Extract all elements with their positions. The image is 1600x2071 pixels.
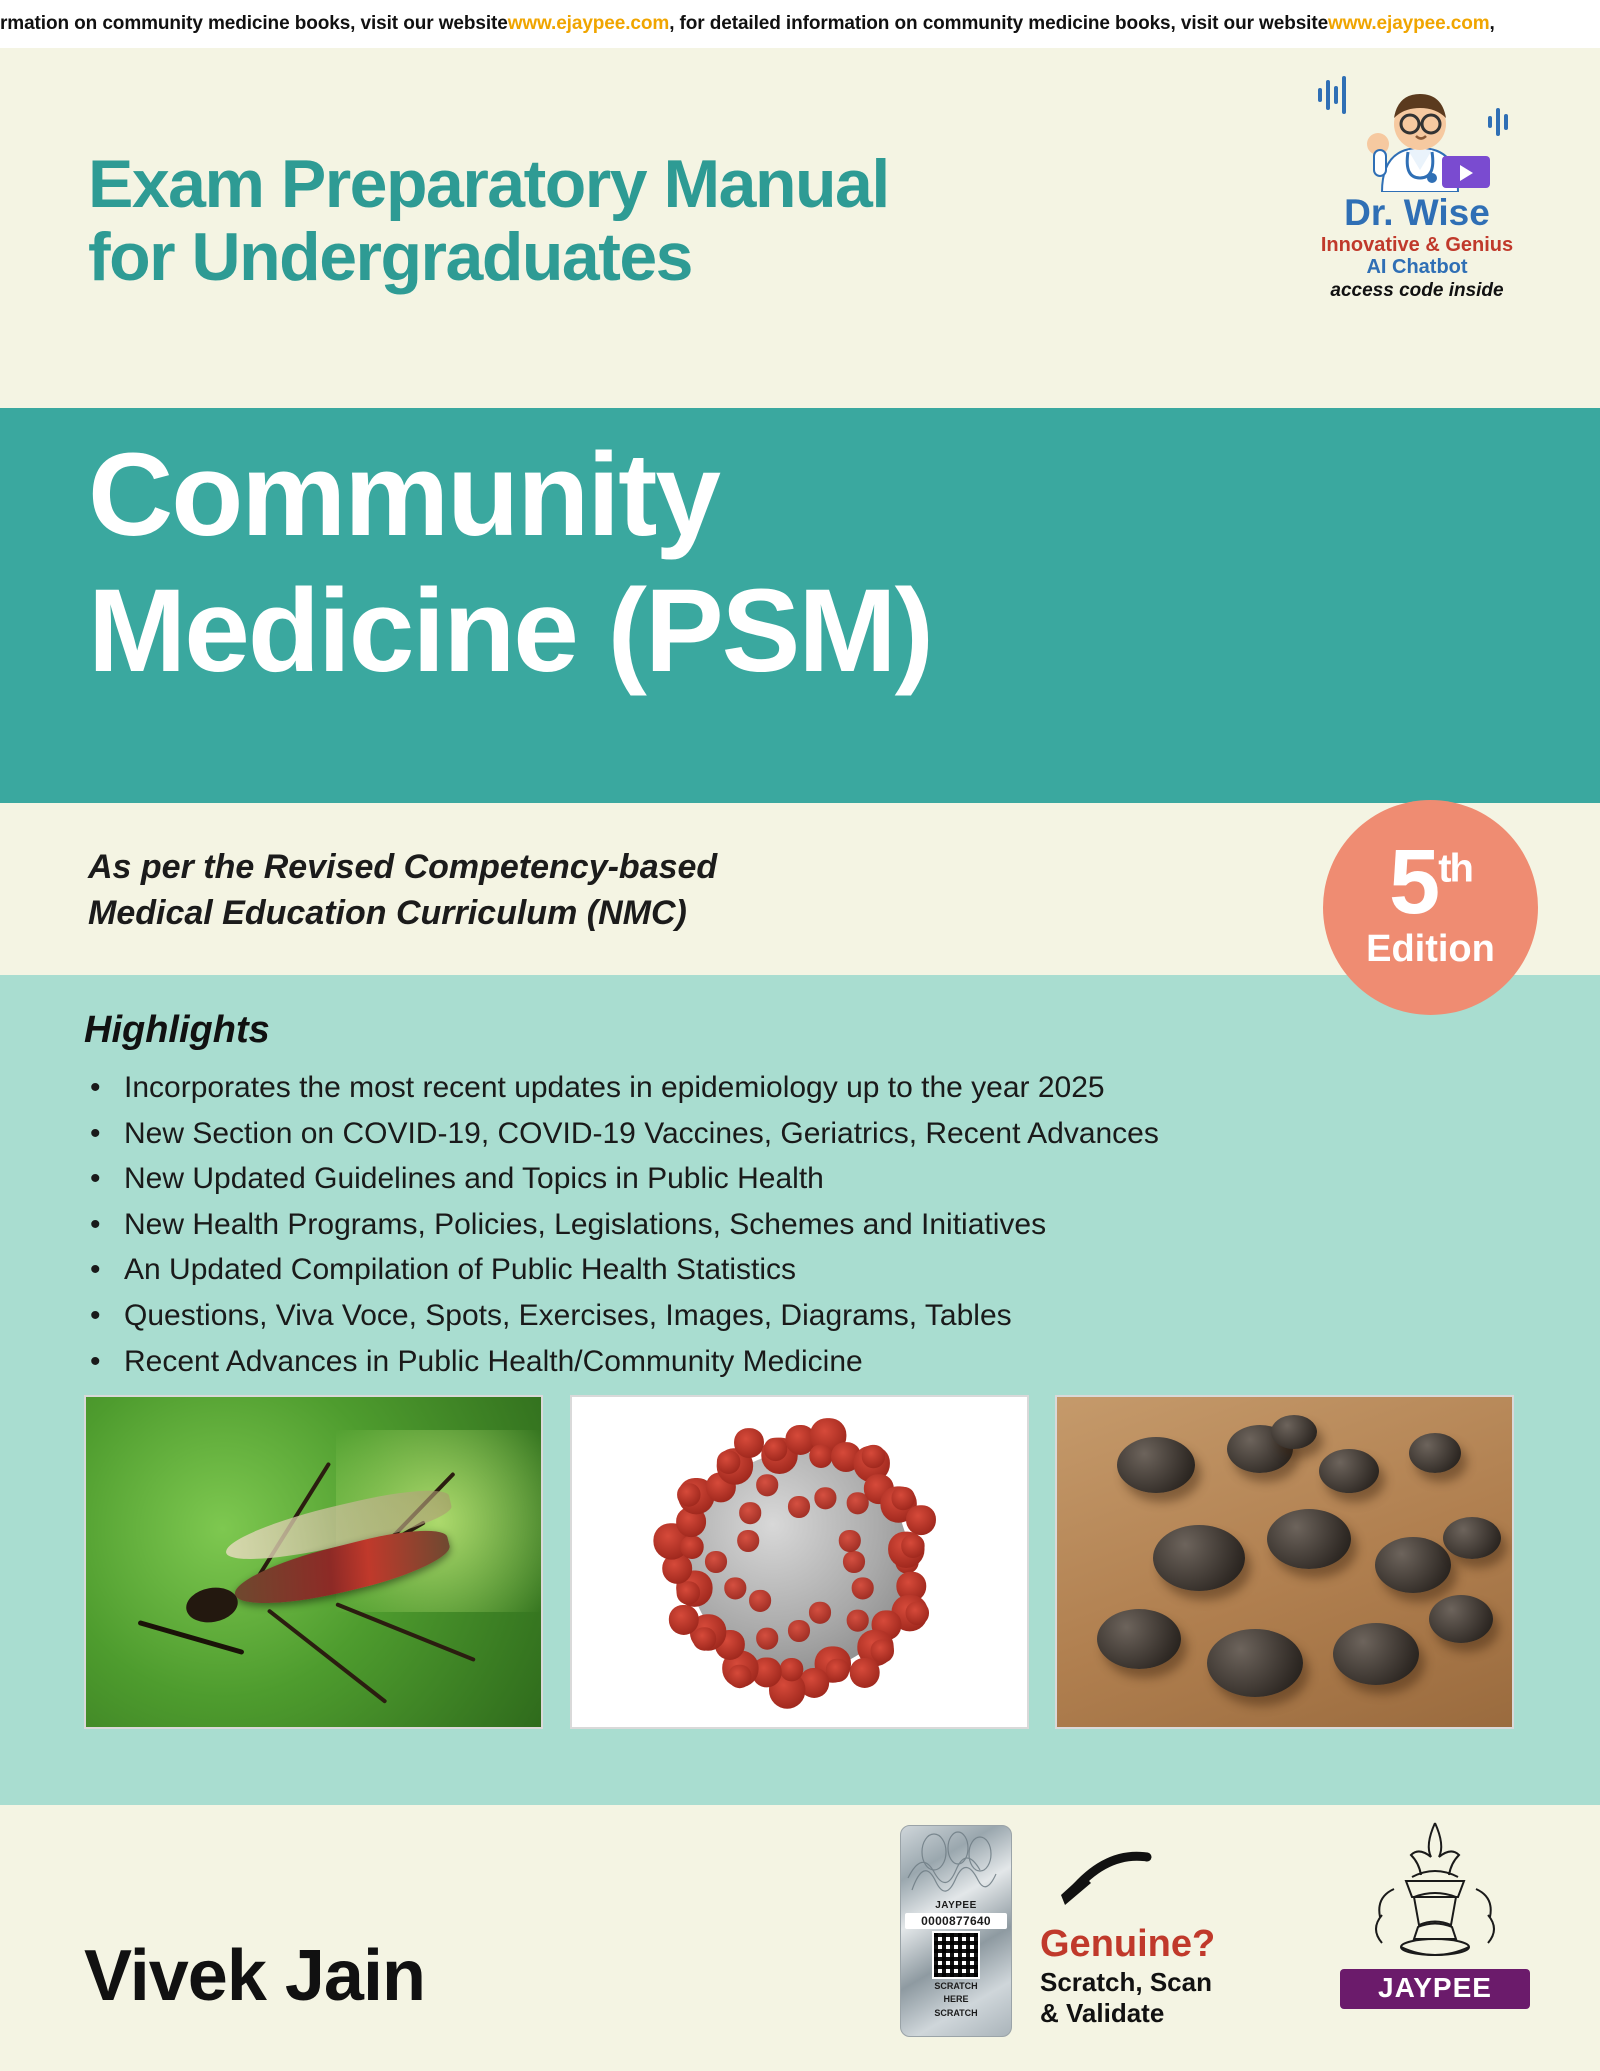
mosquito-head [184, 1584, 241, 1627]
castor-seed [1429, 1595, 1493, 1643]
virus-spike [839, 1530, 861, 1552]
list-item-label: Incorporates the most recent updates in epidemiology up to the year 2025 [124, 1071, 1105, 1104]
mosquito-proboscis [137, 1620, 244, 1655]
subtitle-line2: Medical Education Curriculum (NMC) [88, 893, 687, 932]
highlights-list [84, 1065, 1384, 1384]
virus-spike [764, 1438, 787, 1461]
edition-ordinal: th [1438, 846, 1472, 891]
list-item-label: Questions, Viva Voce, Spots, Exercises, Images, Diagrams, Tables [124, 1298, 1012, 1332]
edition-badge [1323, 800, 1538, 1015]
virus-spike [788, 1620, 810, 1642]
doctor-avatar-icon [1312, 70, 1522, 192]
dr-wise-illustration [1292, 70, 1542, 192]
virus-spike [788, 1496, 810, 1518]
main-title-line1: Community [88, 429, 719, 561]
virus-spike [734, 1428, 764, 1458]
castor-seeds-photo [1055, 1395, 1514, 1729]
authenticity-instruction-line2: & Validate [1040, 1998, 1165, 2029]
jaypee-emblem-icon [1340, 1819, 1530, 1969]
virus-spike [724, 1577, 746, 1599]
virus-spike [809, 1445, 832, 1468]
virus-spike [852, 1577, 874, 1599]
promo-url-1[interactable]: www.ejaypee.com [507, 13, 670, 34]
virus-spike [677, 1581, 700, 1604]
curved-arrow-icon [1035, 1849, 1155, 1909]
castor-seed [1271, 1415, 1317, 1449]
castor-seed [1097, 1609, 1181, 1669]
hologram-scratch-line1: SCRATCH [934, 1981, 978, 1991]
bullet-icon: • [90, 1116, 101, 1150]
castor-seed [1267, 1509, 1351, 1569]
bullet-icon: • [90, 1207, 101, 1241]
promo-bar [0, 0, 1600, 48]
virus-spike [826, 1659, 849, 1682]
hologram-sticker [900, 1825, 1012, 2037]
castor-seed [1409, 1433, 1461, 1473]
mosquito-leg [267, 1609, 388, 1705]
bullet-icon: • [90, 1298, 101, 1332]
virus-spike [693, 1627, 716, 1650]
list-item-label: New Updated Guidelines and Topics in Public Health [124, 1162, 824, 1196]
authenticity-instruction-line1: Scratch, Scan [1040, 1967, 1212, 1997]
virus-spike [850, 1658, 880, 1688]
virus-spike [737, 1530, 759, 1552]
virus-spike [749, 1590, 771, 1612]
cover-photo-row [84, 1395, 1514, 1725]
virus-spike [739, 1502, 761, 1524]
castor-seed [1375, 1537, 1451, 1593]
hologram-scratch-line2: HERE [943, 1994, 969, 2005]
promo-text-3: , [1489, 13, 1495, 34]
series-title-line1: Exam Preparatory Manual [88, 146, 889, 222]
virus-spike [677, 1483, 700, 1506]
castor-seed [1319, 1449, 1379, 1493]
virus-spike [705, 1551, 727, 1573]
bottom-band [0, 1805, 1600, 2071]
list-item [84, 1247, 1384, 1293]
edition-number [1323, 800, 1538, 933]
main-title-line2: Medicine (PSM) [88, 564, 932, 697]
publisher-logo [1340, 1819, 1530, 2009]
bullet-icon: • [90, 1344, 101, 1378]
genuine-label: Genuine? [1040, 1923, 1216, 1965]
anopheles-mosquito-photo [84, 1395, 543, 1729]
virus-spike [728, 1665, 751, 1688]
dr-wise-chatbot-label: AI Chatbot [1366, 256, 1468, 279]
subtitle-line1: As per the Revised Competency-based [88, 848, 718, 886]
list-item-label: An Updated Compilation of Public Health Statistics [124, 1253, 797, 1287]
virus-spike [680, 1536, 703, 1559]
dr-wise-tagline: Innovative & Genius [1320, 234, 1514, 256]
subtitle [88, 845, 717, 937]
virus-spike [814, 1487, 836, 1509]
virus-spike [717, 1451, 740, 1474]
hologram-serial: 0000877640 [905, 1913, 1007, 1929]
virus-spike [901, 1535, 924, 1558]
virus-spike [862, 1445, 885, 1468]
virus-spike [756, 1474, 778, 1496]
virus-spike [847, 1492, 869, 1514]
virus-spike [843, 1551, 865, 1573]
main-title-band [0, 408, 1600, 803]
promo-url-2[interactable]: www.ejaypee.com [1328, 13, 1490, 34]
dr-wise-name: Dr. Wise [1344, 192, 1490, 233]
qr-code-icon[interactable] [932, 1931, 980, 1979]
highlights-band [0, 975, 1600, 1805]
virus-spike [809, 1602, 831, 1624]
virus-spike [906, 1505, 936, 1535]
list-item-label: New Section on COVID-19, COVID-19 Vaccines, Geriatrics, Recent Advances [124, 1116, 1159, 1150]
dr-wise-badge [1292, 70, 1542, 302]
highlights-heading: Highlights [84, 1009, 270, 1051]
list-item [84, 1202, 1384, 1248]
castor-seed [1443, 1517, 1501, 1559]
edition-label: Edition [1366, 928, 1495, 970]
hologram-scratch-line3: SCRATCH [934, 2007, 978, 2018]
virus-spike [906, 1602, 929, 1625]
authenticity-instruction [1040, 1967, 1212, 2029]
series-title-line2: for Undergraduates [88, 219, 692, 296]
series-title [88, 148, 1198, 295]
castor-seed [1153, 1525, 1245, 1591]
author-name: Vivek Jain [84, 1936, 425, 2016]
dr-wise-access-note: access code inside [1330, 279, 1504, 301]
publisher-name: JAYPEE [1340, 1969, 1530, 2009]
authenticity-arrow [1035, 1849, 1265, 1914]
castor-seed [1207, 1629, 1303, 1697]
coronavirus-particle-photo [570, 1395, 1029, 1729]
main-title [88, 428, 932, 699]
bullet-icon: • [90, 1071, 101, 1104]
hologram-brand: JAYPEE [935, 1900, 977, 1911]
virus-spike [871, 1640, 894, 1663]
list-item-label: New Health Programs, Policies, Legislations, Schemes and Initiatives [124, 1207, 1047, 1241]
castor-seed [1333, 1623, 1419, 1685]
virus-spike [756, 1628, 778, 1650]
hologram-foil-art [901, 1826, 1011, 1898]
list-item-label: Recent Advances in Public Health/Community Medicine [124, 1344, 863, 1378]
virus-spike [847, 1610, 869, 1632]
edition-number-value: 5 [1389, 831, 1439, 933]
bullet-icon: • [90, 1162, 101, 1196]
list-item [84, 1065, 1384, 1111]
bullet-icon: • [90, 1253, 101, 1287]
list-item [84, 1293, 1384, 1339]
promo-text-1: rmation on community medicine books, visit our website [0, 13, 508, 34]
list-item [84, 1111, 1384, 1157]
list-item [84, 1156, 1384, 1202]
jaypee-torch-icon [1342, 1819, 1528, 1969]
virus-spike [669, 1605, 699, 1635]
castor-seed [1117, 1437, 1195, 1493]
list-item [84, 1339, 1384, 1385]
virus-spike [780, 1658, 803, 1681]
hologram-pattern-icon [902, 1826, 1010, 1896]
promo-text-2: , for detailed information on community medicine books, visit our website [669, 13, 1329, 34]
